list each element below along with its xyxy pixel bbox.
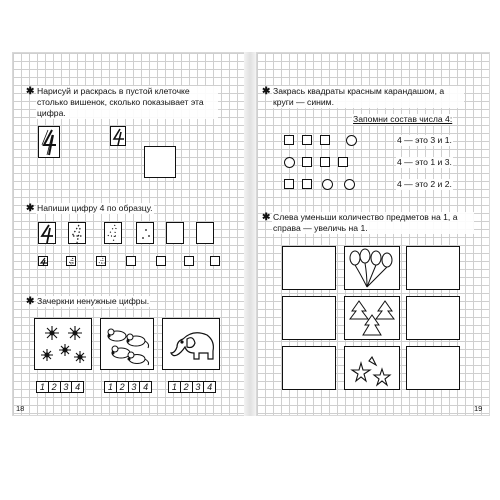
digit-4-sample-icon — [39, 223, 57, 245]
strip-digit[interactable]: 3 — [193, 382, 205, 392]
square-shape[interactable] — [302, 179, 312, 189]
strip-digit[interactable]: 4 — [207, 382, 213, 392]
square-shape[interactable] — [302, 135, 312, 145]
digit-4-dotted-icon — [105, 223, 123, 245]
right-task2-text: Слева уменьши количество предметов на 1, а справа — увеличь на 1. — [272, 212, 474, 234]
answer-box-left[interactable] — [282, 246, 336, 290]
answer-box-right[interactable] — [406, 246, 460, 290]
equation: 4 — это 2 и 2. — [397, 179, 452, 189]
strip-digit[interactable]: 1 — [37, 382, 49, 392]
digit-4-small-icon — [39, 257, 49, 267]
digit-4-small-dotted-icon — [67, 257, 77, 267]
practice-box[interactable] — [166, 222, 184, 244]
mouse-icon — [101, 319, 155, 371]
star-bullet-icon: ✱ — [26, 296, 35, 307]
star-bullet-icon: ✱ — [26, 86, 35, 97]
balloons-picture — [344, 246, 400, 290]
elephant-picture — [162, 318, 220, 370]
strip-digit[interactable]: 4 — [143, 382, 149, 392]
page-number: 19 — [474, 404, 483, 413]
square-shape[interactable] — [284, 179, 294, 189]
small-practice-box[interactable] — [38, 256, 48, 266]
square-shape[interactable] — [338, 157, 348, 167]
snowflake-icon — [35, 319, 93, 371]
answer-box-left[interactable] — [282, 346, 336, 390]
sample-digit-box — [38, 126, 60, 158]
answer-box-right[interactable] — [406, 346, 460, 390]
trees-picture — [344, 296, 400, 340]
square-shape[interactable] — [320, 157, 330, 167]
digit-strip[interactable] — [104, 381, 152, 393]
fir-tree-icon — [345, 297, 401, 341]
digit-4-dotted-icon — [69, 223, 87, 245]
circle-shape[interactable] — [346, 135, 357, 146]
balloon-icon — [345, 247, 401, 291]
small-practice-box[interactable] — [184, 256, 194, 266]
right-task1-text: Закрась квадраты красным карандашом, а круги — синим. — [272, 86, 464, 108]
practice-box[interactable] — [136, 222, 154, 244]
strip-digit[interactable]: 2 — [181, 382, 193, 392]
practice-box[interactable] — [68, 222, 86, 244]
strip-digit[interactable]: 2 — [49, 382, 61, 392]
circle-shape[interactable] — [284, 157, 295, 168]
digit-4-small-dotted-icon — [97, 257, 107, 267]
equation: 4 — это 1 и 3. — [397, 157, 452, 167]
small-practice-box[interactable] — [126, 256, 136, 266]
star-bullet-icon: ✱ — [262, 212, 271, 223]
practice-box[interactable] — [196, 222, 214, 244]
elephant-icon — [163, 319, 221, 371]
star-bullet-icon: ✱ — [26, 203, 35, 214]
square-shape[interactable] — [320, 135, 330, 145]
square-shape[interactable] — [302, 157, 312, 167]
digit-strip[interactable] — [168, 381, 216, 393]
strip-digit[interactable]: 1 — [105, 382, 117, 392]
task3-text: Зачеркни ненужные цифры. — [37, 296, 150, 306]
star-shape-icon — [345, 347, 401, 391]
mice-picture — [100, 318, 154, 370]
equation: 4 — это 3 и 1. — [397, 135, 452, 145]
remember-heading: Запомни состав числа 4: — [353, 114, 453, 124]
practice-box[interactable] — [38, 222, 56, 244]
strip-digit[interactable]: 3 — [129, 382, 141, 392]
strip-digit[interactable]: 2 — [117, 382, 129, 392]
strip-digit[interactable]: 1 — [169, 382, 181, 392]
small-practice-box[interactable] — [96, 256, 106, 266]
snowflakes-picture — [34, 318, 92, 370]
task2-text: Напиши цифру 4 по образцу. — [37, 203, 153, 213]
stars-picture — [344, 346, 400, 390]
book-spine — [244, 52, 256, 416]
digit-4-icon — [111, 127, 127, 147]
digit-box — [110, 126, 126, 146]
practice-box[interactable] — [104, 222, 122, 244]
page-number: 18 — [16, 404, 25, 413]
small-practice-box[interactable] — [66, 256, 76, 266]
circle-shape[interactable] — [322, 179, 333, 190]
strip-digit[interactable]: 3 — [61, 382, 73, 392]
star-bullet-icon: ✱ — [262, 86, 271, 97]
circle-shape[interactable] — [344, 179, 355, 190]
task1-text: Нарисуй и раскрась в пустой клеточке столько вишенок, сколько показывает эта цифра. — [36, 86, 218, 119]
empty-drawing-box[interactable] — [144, 146, 176, 178]
small-practice-box[interactable] — [156, 256, 166, 266]
answer-box-left[interactable] — [282, 296, 336, 340]
digit-strip[interactable] — [36, 381, 84, 393]
digit-4-sample-icon — [39, 127, 61, 159]
strip-digit[interactable]: 4 — [75, 382, 81, 392]
small-practice-box[interactable] — [210, 256, 220, 266]
dots-icon — [137, 223, 155, 245]
square-shape[interactable] — [284, 135, 294, 145]
answer-box-right[interactable] — [406, 296, 460, 340]
